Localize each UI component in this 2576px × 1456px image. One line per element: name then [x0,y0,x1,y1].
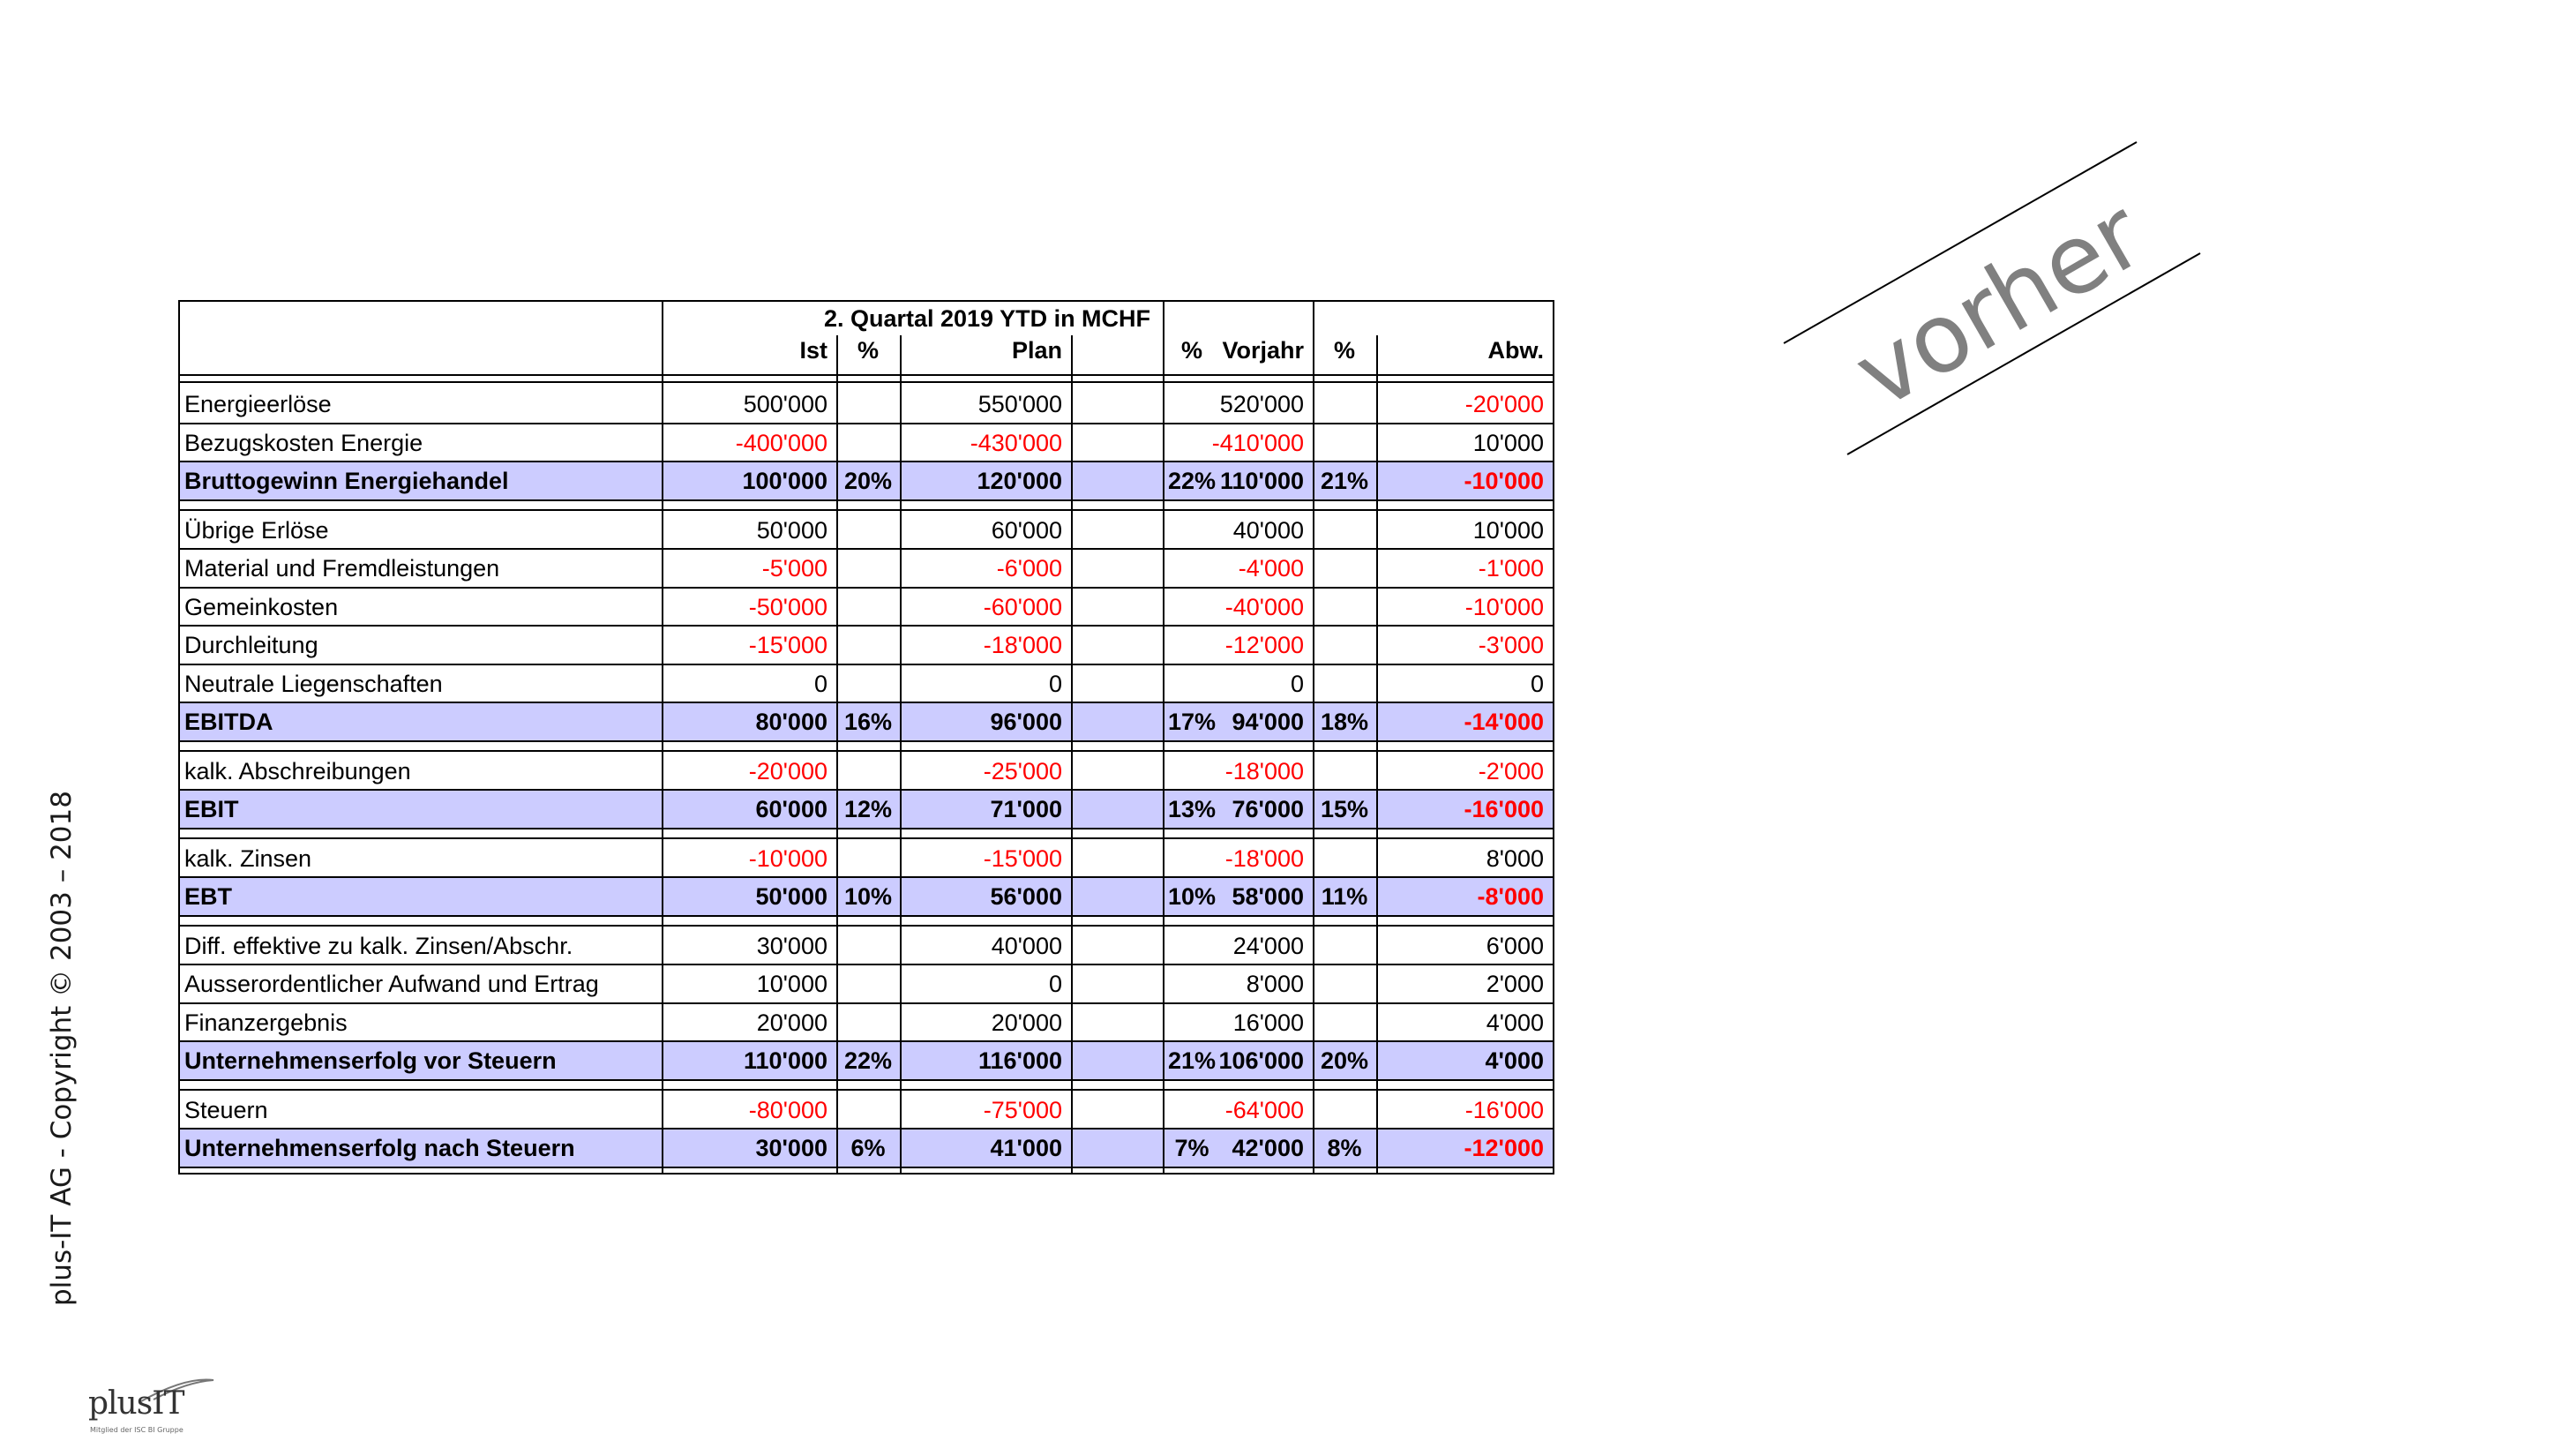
value-abweichung: -12'000 [1464,1135,1544,1161]
row-label: Energieerlöse [184,391,332,417]
value-abweichung: 2'000 [1486,971,1544,997]
row-label: EBIT [184,796,239,822]
value-vorjahr: 58'000 [1232,883,1304,910]
value-vorjahr-pct: 15% [1320,796,1369,822]
row-separator [178,423,1554,424]
value-vorjahr: -64'000 [1224,1096,1304,1123]
header-vorjahr: Vorjahr [1222,337,1304,364]
value-ist: -15'000 [748,632,827,658]
value-vorjahr: -18'000 [1224,757,1304,784]
row-label: kalk. Zinsen [184,844,312,872]
plusit-logo [88,1377,221,1438]
value-abweichung: -10'000 [1464,593,1544,620]
value-vorjahr: -410'000 [1211,429,1304,456]
value-abweichung: 10'000 [1472,429,1544,456]
vorher-stamp [1775,137,2216,472]
row-separator [178,915,1554,917]
row-label: Diff. effektive zu kalk. Zinsen/Abschr. [184,932,573,959]
row-separator [178,837,1554,839]
value-abweichung: -10'000 [1464,468,1544,494]
value-vorjahr: 94'000 [1232,709,1304,735]
value-vorjahr: -4'000 [1238,555,1304,582]
row-separator [178,876,1554,878]
row-label: EBITDA [184,709,273,735]
table-top-border [178,300,1314,302]
header-rule-1 [178,374,1554,376]
table-bottom-rule [178,1173,1554,1175]
value-vorjahr: 42'000 [1232,1135,1304,1161]
value-vorjahr: -40'000 [1224,593,1304,620]
value-vorjahr: 16'000 [1232,1009,1304,1036]
value-ist: -400'000 [735,429,827,456]
value-plan-pct: 22% [1167,468,1217,494]
row-separator [178,461,1554,462]
row-label: Unternehmenserfolg vor Steuern [184,1047,557,1074]
value-vorjahr: 110'000 [1219,468,1304,494]
header-rule-2 [178,381,1554,383]
value-vorjahr: -12'000 [1224,632,1304,658]
value-ist: 110'000 [743,1047,827,1074]
row-separator [178,1040,1554,1042]
value-vorjahr-pct: 8% [1327,1135,1362,1161]
value-plan: -60'000 [983,593,1062,620]
value-vorjahr-pct: 20% [1320,1047,1369,1074]
row-label: Gemeinkosten [184,593,339,620]
value-plan: 0 [1048,971,1062,997]
value-vorjahr-pct: 18% [1320,709,1369,735]
value-plan: 71'000 [990,796,1062,822]
logo-subtitle: Mitglied der ISC BI Gruppe [90,1426,183,1434]
row-label: Material und Fremdleistungen [184,555,500,582]
row-label: Ausserordentlicher Aufwand und Ertrag [184,971,599,997]
stamp-graphic [1775,137,2216,472]
value-plan-pct: 13% [1167,796,1217,822]
header-plan-pct: % [1180,337,1202,364]
value-vorjahr: 8'000 [1246,971,1304,997]
value-plan-pct: 17% [1167,709,1217,735]
value-abweichung: -2'000 [1478,757,1544,784]
value-plan: -15'000 [983,844,1062,872]
row-separator [178,1002,1554,1004]
value-abweichung: -8'000 [1477,883,1544,910]
logo-text: plusIT [88,1385,184,1422]
value-abweichung: 4'000 [1486,1009,1544,1036]
value-abweichung: 10'000 [1472,516,1544,544]
value-plan: 550'000 [977,391,1062,417]
header-plan: Plan [1011,337,1062,364]
value-plan: 20'000 [991,1009,1062,1036]
value-plan: 96'000 [990,709,1062,735]
row-label: Übrige Erlöse [184,516,329,544]
value-plan: -75'000 [983,1096,1062,1123]
stamp-text: vorher [1837,179,2161,431]
value-ist: -50'000 [748,593,827,620]
value-abweichung: -3'000 [1478,632,1544,658]
value-ist: -10'000 [748,844,827,872]
row-separator [178,625,1554,627]
value-abweichung: -16'000 [1464,1096,1544,1123]
financial-table [178,300,1554,1197]
value-ist-pct: 12% [843,796,893,822]
row-separator [178,1167,1554,1168]
period-title: 2. Quartal 2019 YTD in MCHF [823,305,1151,332]
value-ist: -5'000 [761,555,827,582]
value-plan-pct: 7% [1174,1135,1209,1161]
value-plan: -430'000 [970,429,1062,456]
value-vorjahr: 520'000 [1219,391,1304,417]
value-plan: -6'000 [996,555,1062,582]
value-abweichung: -14'000 [1464,709,1544,735]
value-ist-pct: 16% [843,709,893,735]
row-separator [178,740,1554,742]
row-separator [178,828,1554,829]
value-ist: 50'000 [755,883,827,910]
row-separator [178,1079,1554,1081]
value-plan: 120'000 [977,468,1062,494]
value-vorjahr-pct: 21% [1320,468,1369,494]
row-label: Unternehmenserfolg nach Steuern [184,1135,575,1161]
row-label: Neutrale Liegenschaften [184,670,443,697]
value-ist: 30'000 [755,1135,827,1161]
row-separator [178,964,1554,965]
value-ist: 80'000 [755,709,827,735]
row-label: Finanzergebnis [184,1009,348,1036]
row-separator [178,925,1554,927]
value-ist: 100'000 [742,468,827,494]
value-plan: 60'000 [991,516,1062,544]
value-plan-pct: 21% [1167,1047,1217,1074]
row-label: EBT [184,883,232,910]
header-ist-pct: % [857,337,879,364]
row-separator [178,509,1554,511]
header-abweichung: Abw. [1487,337,1544,364]
value-plan-pct: 10% [1167,883,1217,910]
row-label: Bezugskosten Energie [184,429,423,456]
row-separator [178,587,1554,589]
row-label: Durchleitung [184,632,318,658]
value-plan: 41'000 [990,1135,1062,1161]
value-plan: 116'000 [977,1047,1062,1074]
value-plan: -18'000 [983,632,1062,658]
value-vorjahr-pct: 11% [1321,883,1368,910]
value-plan: -25'000 [983,757,1062,784]
value-abweichung: 0 [1530,670,1544,697]
row-separator [178,789,1554,791]
copyright-text: plus-IT AG - Copyright © 2003 – 2018 [46,791,78,1306]
value-abweichung: 4'000 [1485,1047,1544,1074]
value-vorjahr: -18'000 [1224,844,1304,872]
value-ist-pct: 20% [843,468,893,494]
value-abweichung: 8'000 [1486,844,1544,872]
value-abweichung: -1'000 [1478,555,1544,582]
value-ist: 500'000 [743,391,827,417]
row-separator [178,1128,1554,1130]
header-ist: Ist [799,337,827,364]
row-separator [178,548,1554,550]
value-ist: 50'000 [756,516,827,544]
value-ist-pct: 10% [843,883,893,910]
value-plan: 0 [1048,670,1062,697]
value-ist: 30'000 [756,932,827,959]
column-divider [1553,300,1554,1175]
value-ist-pct: 6% [850,1135,886,1161]
value-ist: 60'000 [755,796,827,822]
value-plan: 40'000 [991,932,1062,959]
row-label: Bruttogewinn Energiehandel [184,468,509,494]
value-ist: -80'000 [748,1096,827,1123]
value-ist: 0 [813,670,827,697]
value-ist: 10'000 [756,971,827,997]
value-vorjahr: 0 [1290,670,1304,697]
value-ist-pct: 22% [843,1047,893,1074]
row-separator [178,1089,1554,1091]
row-separator [178,750,1554,752]
value-vorjahr: 76'000 [1232,796,1304,822]
value-vorjahr: 106'000 [1218,1047,1304,1074]
value-vorjahr: 40'000 [1232,516,1304,544]
row-separator [178,702,1554,703]
row-label: kalk. Abschreibungen [184,757,411,784]
header-vorjahr-pct: % [1333,337,1355,364]
value-abweichung: -20'000 [1464,391,1544,417]
value-ist: -20'000 [748,757,827,784]
value-plan: 56'000 [990,883,1062,910]
value-ist: 20'000 [756,1009,827,1036]
row-separator [178,499,1554,501]
value-abweichung: 6'000 [1486,932,1544,959]
value-abweichung: -16'000 [1464,796,1544,822]
row-separator [178,664,1554,665]
value-vorjahr: 24'000 [1232,932,1304,959]
row-label: Steuern [184,1096,268,1123]
